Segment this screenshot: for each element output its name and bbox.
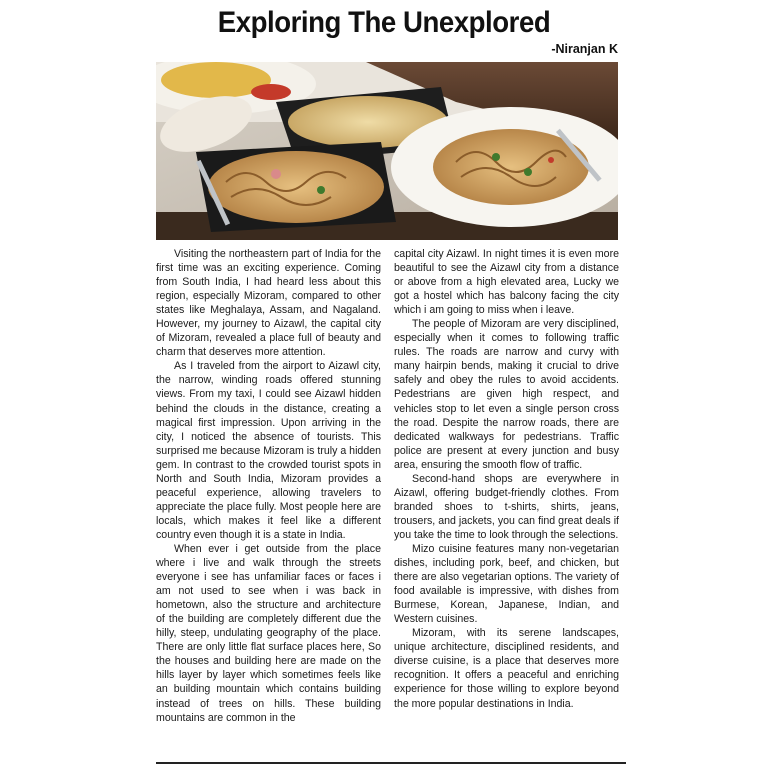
food-photo — [156, 62, 618, 240]
paragraph: Visiting the northeastern part of India for the first time was an exciting experience. Coming from South India, I had heard less about this region, especially Mizoram, compared to other states like Meghalaya, Assam, and Nagaland. However, my journey to Aizawl, the capital city of Mizoram, revealed a place full of beauty and charm that deserves more attention. — [156, 248, 381, 359]
paragraph: When ever i get outside from the place where i live and walk through the streets everyone i see has unfamiliar faces or faces i am not used to see when i was back in hometown, also the structure and architecture of the building are completely different due the hilly, steep, undulating geography of the place. There are only little flat surface places here, So the houses and building here are made on the hills layer by layer which sometimes feels like an building mountain which contains building instead of trees on hills. These building mountains are common in the — [156, 542, 381, 724]
paragraph: Mizoram, with its serene landscapes, unique architecture, disciplined residents, and diverse cuisine, is a place that deserves more recognition. It offers a peaceful and enriching experience for those willing to explore beyond the more popular destinations in India. — [394, 627, 619, 710]
paragraph: capital city Aizawl. In night times it is even more beautiful to see the Aizawl city from a distance or above from a high elevated area, Lucky we got a hostel which has balcony facing the city which i am going to miss when i leave. — [394, 248, 619, 317]
paragraph: Second-hand shops are everywhere in Aizawl, offering budget-friendly clothes. From branded shoes to t-shirts, shirts, jeans, trousers, and jackets, you can find great deals if you take the time to look through the selections. — [394, 472, 619, 541]
food-photo-icon — [156, 62, 618, 240]
author-byline: -Niranjan K — [551, 42, 618, 56]
paragraph: Mizo cuisine features many non-vegetarian dishes, including pork, beef, and chicken, but there are also vegetarian options. The variety of food available is impressive, with dishes from Burmese, Korean, Japanese, Indian, and Western cuisines. — [394, 542, 619, 626]
article-column-left — [156, 247, 381, 725]
paragraph: As I traveled from the airport to Aizawl city, the narrow, winding roads offered stunning views. From my taxi, I could see Aizawl hidden behind the clouds in the distance, creating a magical first impression. Upon arriving in the city, I noticed the absence of tourists. This surprised me because Mizoram is truly a hidden gem. In contrast to the crowded tourist spots in North and South India, Mizoram provides a peaceful experience, allowing travelers to appreciate the place fully. Most people here are locals, which makes it feel like a different country even though it is a state in India. — [156, 360, 381, 541]
article-column-right — [394, 247, 619, 711]
bottom-rule — [156, 762, 626, 764]
paragraph: The people of Mizoram are very disciplined, especially when it comes to following traffic rules. The roads are narrow and curvy with many hairpin bends, making it crucial to drive safely and obey the rules to avoid accidents. Pedestrians are given high respect, and vehicles stop to let even a single person cross the road. Despite the narrow roads, there are dedicated walkways for pedestrians. Traffic police are present at every junction and busy area, ensuring the smooth flow of traffic. — [394, 318, 619, 471]
article-title: Exploring The Unexplored — [217, 6, 551, 39]
